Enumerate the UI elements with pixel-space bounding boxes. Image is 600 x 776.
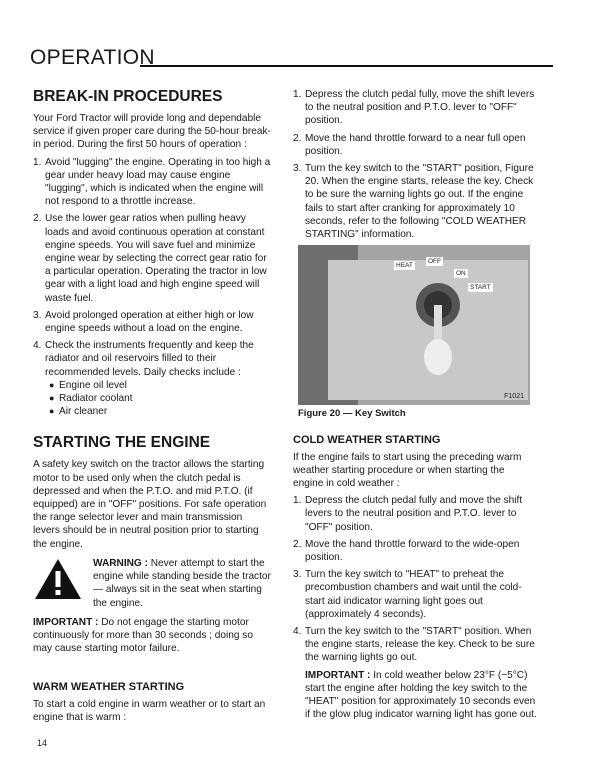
check-item: ● Engine oil level [49,379,127,391]
item-number: 1. [293,495,302,507]
item-text: Check the instruments frequently and keep the radiator and oil reservoirs filled to their recommended levels. Daily checks include : [45,340,254,378]
item-text: Depress the clutch pedal fully, move the shift levers to the neutral position and P.T.O. lever to "OFF" position. [305,89,535,127]
warning-label: WARNING : [93,557,148,569]
left-column [33,88,271,728]
check-item: ● Air cleaner [49,406,108,418]
page-number: 14 [37,738,48,748]
page-header [30,46,570,70]
list-item [293,625,537,665]
list-item [33,156,271,209]
list-item [293,568,537,621]
starting-intro: A safety key switch on the tractor allows the starting motor to be used only when the clutch pedal is depressed and when the P.T.O. and mid P.T.O. (if equipped) are in "OFF" positions. For safe operation the range selector lever and main transmission levers should be in neutral position prior to starting the engine. [33,459,267,550]
item-text: Turn the key switch to the "START" position, Figure 20. When the engine starts, release the key. Check to be sure the warning lights go out. If the engine fails to start after cranking for approximately 10 seconds, refer to the following "COLD WEATHER STARTING" information. [305,163,534,241]
item-text: Avoid "lugging" the engine. Operating in too high a gear under heavy load may cause engine "lugging", which is indicated when the engine will not respond to a throttle increase. [45,156,271,208]
item-number: 3. [293,163,302,175]
key-switch-figure [298,245,530,405]
header-rule [140,65,553,67]
list-item [293,88,537,128]
figure-code: F1021 [504,393,524,401]
cold-important-label: IMPORTANT : [305,669,371,681]
item-text: Move the hand throttle forward to a near full open position. [305,132,526,157]
warm-weather-heading: WARM WEATHER STARTING [33,681,185,694]
list-item [33,309,271,335]
list-item [33,212,271,304]
break-in-intro: Your Ford Tractor will provide long and dependable service if given proper care during the 50-hour break-in period. During the first 50 hours of operation : [33,113,271,151]
item-text: Use the lower gear ratios when pulling heavy loads and avoid continuous operation at constant engine speeds. You will save fuel and minimize engine wear by selecting the correct gear ratio for a particular operation. Operating the tractor in low gear with a light load and high engine speed will waste fuel. [45,213,267,304]
off-label: OFF [428,258,441,266]
important-label: IMPORTANT : [33,616,99,628]
figure-caption: Figure 20 — Key Switch [298,408,406,420]
item-number: 1. [33,156,42,168]
bullet-icon: ● [49,406,55,417]
cold-weather-heading: COLD WEATHER STARTING [293,434,441,447]
item-text: Avoid prolonged operation at either high or low engine speeds without a load on the engine. [45,309,254,335]
item-number: 2. [293,538,302,550]
item-number: 2. [33,213,42,225]
break-in-heading: BREAK-IN PROCEDURES [33,88,223,105]
heat-label: HEAT [396,262,413,270]
item-number: 3. [33,309,42,321]
list-item [33,339,271,379]
item-number: 4. [33,340,42,352]
warning-icon [33,557,93,610]
item-number: 4. [293,626,302,638]
section-title: OPERATION [30,46,155,69]
item-text: Turn the key switch to the "START" position. When the engine starts, release the key. Check to be sure the warning lights go out. [305,626,535,664]
item-text: Move the hand throttle forward to the wide-open position. [305,538,520,564]
bullet-icon: ● [49,379,55,390]
important-text: Do not engage the starting motor continuously for more than 30 seconds ; doing so may cause starting motor failure. [33,616,253,655]
item-number: 3. [293,569,302,581]
check-item: ● Radiator coolant [49,393,133,405]
cold-important-text: In cold weather below 23°F (−5°C) start the engine after holding the key switch to the "HEAT" position for approximately 10 seconds even if the glow plug indicator warning light has gone out. [305,669,537,721]
list-item [293,162,537,241]
starting-heading: STARTING THE ENGINE [33,434,211,452]
on-label: ON [456,270,466,278]
cold-weather-intro: If the engine fails to start using the preceding warm weather starting procedure or when starting the engine in cold weather : [293,451,522,490]
list-item [293,538,537,564]
list-item [293,132,537,158]
warning-block [33,557,271,610]
item-number: 1. [293,89,302,100]
item-number: 2. [293,132,302,144]
bullet-icon: ● [49,393,55,404]
right-column [293,88,537,726]
daily-checks-list [49,379,271,419]
warning-text: Never attempt to start the engine while standing beside the tractor — always sit in the seat when starting the engine. [93,557,271,609]
item-text: Depress the clutch pedal fully and move the shift levers to the neutral position and P.T.O. lever to "OFF" position. [305,495,523,533]
item-text: Turn the key switch to "HEAT" to preheat the precombustion chambers and wait until the cold-start aid indicator warning light goes out (approximately 4 seconds). [305,569,522,620]
list-item [293,494,537,534]
start-label: START [470,284,491,292]
warm-weather-text: To start a cold engine in warm weather or to start an engine that is warm : [33,698,266,723]
